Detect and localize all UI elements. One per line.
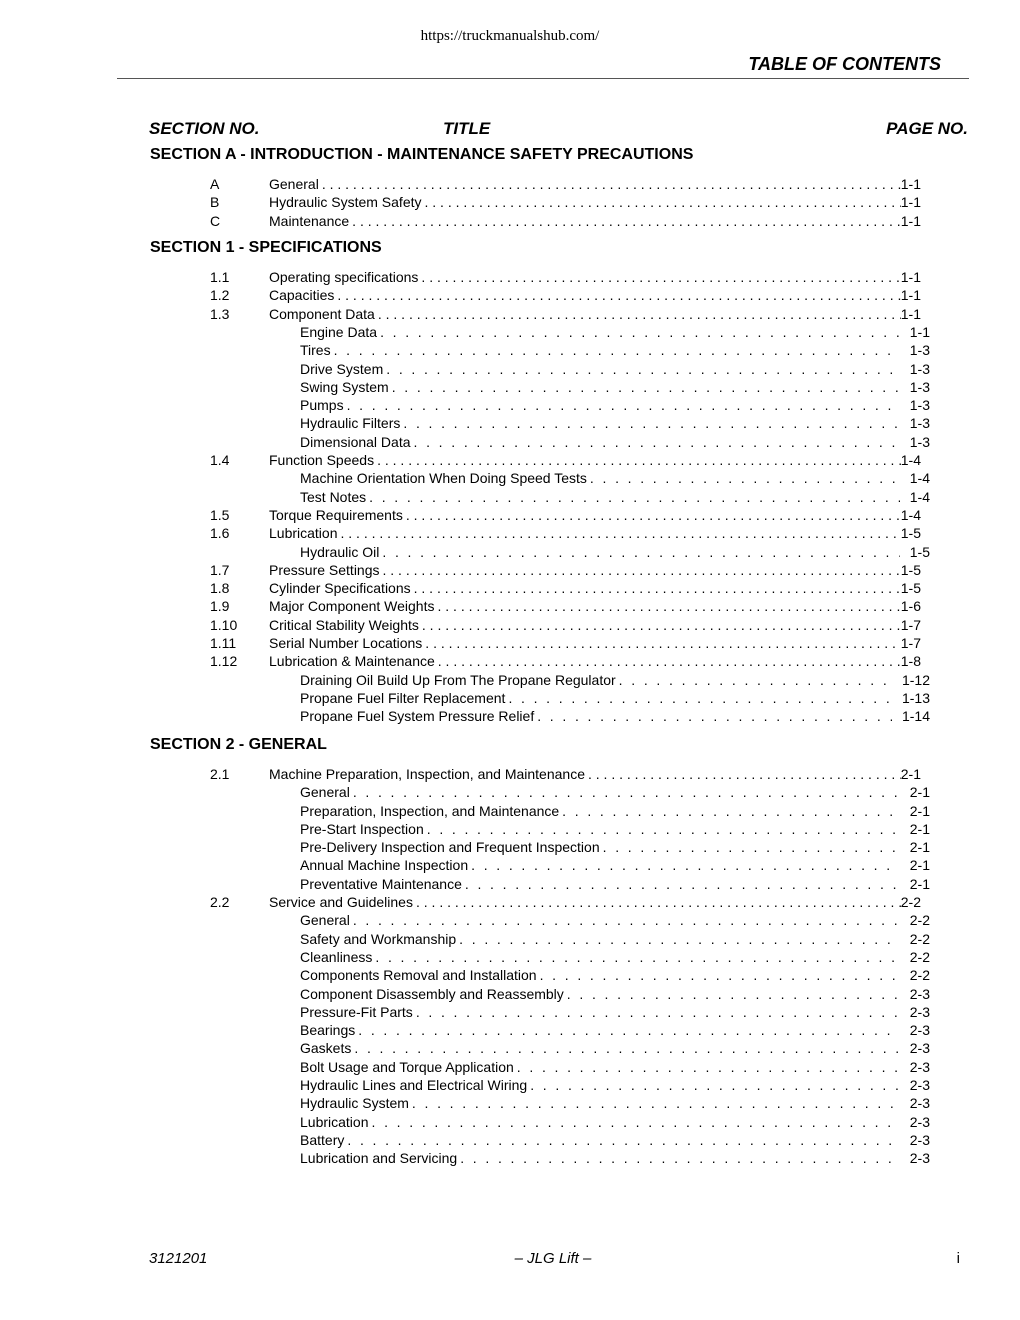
dot-leader <box>341 524 901 542</box>
dot-leader <box>382 543 899 561</box>
toc-entry[interactable] <box>0 1039 1020 1057</box>
toc-entry-title: Operating specifications <box>269 269 419 285</box>
dot-leader <box>372 1113 900 1131</box>
toc-entry-page: 2-2 <box>900 894 921 910</box>
toc-entry-page: 2-3 <box>909 1095 930 1111</box>
toc-entry-line <box>300 1149 930 1167</box>
toc-entry-title: Machine Orientation When Doing Speed Tests <box>300 470 587 486</box>
toc-entry-line <box>269 193 921 211</box>
toc-entry-page: 2-1 <box>909 803 930 819</box>
toc-entry-page: 1-5 <box>900 580 921 596</box>
toc-entry-title: Serial Number Locations <box>269 635 423 651</box>
toc-entry-line <box>300 1021 930 1039</box>
toc-entry-page: 2-1 <box>909 857 930 873</box>
toc-entry[interactable] <box>0 707 1020 725</box>
toc-entry-title: Hydraulic System <box>300 1095 409 1111</box>
toc-entry-line <box>300 323 930 341</box>
toc-entry-title: Annual Machine Inspection <box>300 857 469 873</box>
toc-entry-title: Lubrication <box>269 525 338 541</box>
toc-entry-page: 2-1 <box>909 839 930 855</box>
dot-leader <box>369 488 900 506</box>
toc-entry[interactable] <box>0 212 1020 230</box>
toc-entry-number: B <box>210 194 220 210</box>
toc-entry[interactable] <box>0 378 1020 396</box>
toc-entry[interactable] <box>0 985 1020 1003</box>
dot-leader <box>517 1058 900 1076</box>
toc-entry-page: 1-3 <box>909 434 930 450</box>
toc-entry-page: 1-1 <box>900 306 921 322</box>
toc-entry[interactable] <box>0 597 1020 615</box>
toc-entry-line <box>269 506 921 524</box>
toc-entry-number: A <box>210 176 220 192</box>
toc-entry-page: 1-3 <box>909 361 930 377</box>
toc-entry[interactable] <box>0 856 1020 874</box>
toc-entry-page: 1-3 <box>909 342 930 358</box>
toc-entry-page: 1-3 <box>909 379 930 395</box>
dot-leader <box>530 1076 900 1094</box>
toc-entry-page: 1-14 <box>901 708 930 724</box>
toc-entry-title: Hydraulic Lines and Electrical Wiring <box>300 1077 528 1093</box>
toc-entry-page: 2-2 <box>909 967 930 983</box>
toc-entry[interactable] <box>0 175 1020 193</box>
toc-entry-page: 1-1 <box>900 269 921 285</box>
toc-entry-line <box>269 561 921 579</box>
toc-entry-title: Engine Data <box>300 324 378 340</box>
toc-entry-line <box>300 1076 930 1094</box>
toc-entry-line <box>269 765 921 783</box>
dot-leader <box>403 414 899 432</box>
toc-entry[interactable] <box>0 948 1020 966</box>
toc-entry[interactable] <box>0 268 1020 286</box>
toc-entry[interactable] <box>0 524 1020 542</box>
toc-entry-title: Propane Fuel System Pressure Relief <box>300 708 535 724</box>
toc-entry-page: 2-3 <box>909 1004 930 1020</box>
toc-entry-number: 1.1 <box>210 269 230 285</box>
dot-leader <box>406 506 901 524</box>
toc-entry-page: 1-6 <box>900 598 921 614</box>
toc-entry-title: General <box>300 912 350 928</box>
footer-page-number: i <box>956 1250 960 1267</box>
toc-entry-page: 2-3 <box>909 1150 930 1166</box>
toc-entry-page: 2-3 <box>909 1077 930 1093</box>
toc-entry[interactable] <box>0 360 1020 378</box>
toc-entry[interactable] <box>0 966 1020 984</box>
toc-entry-page: 1-4 <box>900 507 921 523</box>
dot-leader <box>603 838 900 856</box>
toc-entry-title: General <box>269 176 319 192</box>
toc-entry-title: Propane Fuel Filter Replacement <box>300 690 506 706</box>
toc-entry-line <box>269 634 921 652</box>
toc-entry-line <box>300 689 930 707</box>
dot-leader <box>588 765 901 783</box>
footer-doc-number: 3121201 <box>149 1250 208 1267</box>
toc-entry-line <box>269 175 921 193</box>
toc-entry-number: 1.9 <box>210 598 230 614</box>
toc-entry-line <box>269 524 921 542</box>
toc-entry[interactable] <box>0 561 1020 579</box>
toc-entry-title: Preparation, Inspection, and Maintenance <box>300 803 560 819</box>
toc-entry-line <box>300 707 930 725</box>
dot-leader <box>375 948 899 966</box>
toc-entry-line <box>300 469 930 487</box>
toc-entry-line <box>300 543 930 561</box>
toc-entry[interactable] <box>0 930 1020 948</box>
toc-entry-line <box>269 893 921 911</box>
toc-entry-line <box>300 1094 930 1112</box>
toc-entry[interactable] <box>0 488 1020 506</box>
toc-entry-title: Maintenance <box>269 213 350 229</box>
toc-entry-line <box>269 597 921 615</box>
toc-entry[interactable] <box>0 506 1020 524</box>
toc-entry-line <box>269 286 921 304</box>
toc-entry-page: 1-4 <box>909 470 930 486</box>
dot-leader <box>471 856 900 874</box>
toc-entry-line <box>300 802 930 820</box>
toc-entry-title: Pressure-Fit Parts <box>300 1004 413 1020</box>
column-header-title: TITLE <box>443 119 491 138</box>
toc-entry-title: Battery <box>300 1132 345 1148</box>
toc-entry-line <box>269 579 921 597</box>
toc-entry-page: 2-1 <box>909 821 930 837</box>
toc-entry-page: 2-2 <box>909 949 930 965</box>
toc-entry[interactable] <box>0 802 1020 820</box>
toc-entry-page: 2-3 <box>909 986 930 1002</box>
toc-entry[interactable] <box>0 1131 1020 1149</box>
dot-leader <box>347 1131 899 1149</box>
dot-leader <box>465 875 900 893</box>
toc-entry-page: 2-3 <box>909 1132 930 1148</box>
toc-entry[interactable] <box>0 543 1020 561</box>
toc-entry-page: 2-2 <box>909 912 930 928</box>
toc-entry-number: 1.11 <box>210 635 237 651</box>
toc-entry-line <box>300 1003 930 1021</box>
toc-entry-line <box>300 1058 930 1076</box>
toc-entry-line <box>300 783 930 801</box>
toc-entry-page: 1-13 <box>901 690 930 706</box>
toc-entry-line <box>300 378 930 396</box>
dot-leader <box>421 268 900 286</box>
dot-leader <box>354 1039 899 1057</box>
toc-entry-page: 1-1 <box>900 287 921 303</box>
toc-entry[interactable] <box>0 451 1020 469</box>
dot-leader <box>383 561 901 579</box>
toc-entry-page: 1-3 <box>909 397 930 413</box>
toc-entry-page: 1-1 <box>909 324 930 340</box>
toc-entry-page: 1-1 <box>900 213 921 229</box>
toc-entry-line <box>300 1131 930 1149</box>
toc-entry-line <box>300 396 930 414</box>
dot-leader <box>425 634 900 652</box>
toc-entry-title: Component Data <box>269 306 375 322</box>
toc-entry-line <box>269 652 921 670</box>
toc-entry-number: 1.4 <box>210 452 230 468</box>
toc-entry[interactable] <box>0 1113 1020 1131</box>
section-heading[interactable]: SECTION A - INTRODUCTION - MAINTENANCE SAFETY PRECAUTIONS <box>150 146 694 163</box>
section-heading[interactable]: SECTION 1 - SPECIFICATIONS <box>150 239 382 256</box>
dot-leader <box>352 212 901 230</box>
toc-entry-page: 1-1 <box>900 176 921 192</box>
toc-entry-title: General <box>300 784 350 800</box>
dot-leader <box>590 469 900 487</box>
toc-entry-number: 1.2 <box>210 287 230 303</box>
toc-entry[interactable] <box>0 1149 1020 1167</box>
toc-entry-page: 2-3 <box>909 1059 930 1075</box>
toc-entry[interactable] <box>0 838 1020 856</box>
toc-entry[interactable] <box>0 616 1020 634</box>
dot-leader <box>322 175 901 193</box>
toc-entry-page: 1-5 <box>900 562 921 578</box>
toc-entry-number: 2.2 <box>210 894 230 910</box>
toc-entry-title: Pre-Start Inspection <box>300 821 424 837</box>
dot-leader <box>358 1021 900 1039</box>
toc-entry-title: Hydraulic System Safety <box>269 194 422 210</box>
toc-entry-title: Pumps <box>300 397 344 413</box>
toc-entry-title: Hydraulic Filters <box>300 415 401 431</box>
dot-leader <box>412 1094 900 1112</box>
toc-entry-title: Tires <box>300 342 331 358</box>
toc-entry-line <box>300 1113 930 1131</box>
toc-entry-line <box>300 820 930 838</box>
toc-entry[interactable] <box>0 341 1020 359</box>
column-header-section: SECTION NO. <box>149 119 260 138</box>
dot-leader <box>508 689 892 707</box>
toc-entry-line <box>300 911 930 929</box>
toc-entry[interactable] <box>0 1003 1020 1021</box>
toc-entry[interactable] <box>0 671 1020 689</box>
toc-entry-page: 2-1 <box>909 876 930 892</box>
toc-entry-line <box>300 948 930 966</box>
toc-entry-page: 2-2 <box>909 931 930 947</box>
toc-entry-number: 2.1 <box>210 766 230 782</box>
dot-leader <box>392 378 900 396</box>
dot-leader <box>380 323 900 341</box>
toc-entry-number: C <box>210 213 221 229</box>
toc-entry[interactable] <box>0 396 1020 414</box>
toc-entry[interactable] <box>0 1021 1020 1039</box>
toc-entry-number: 1.12 <box>210 653 238 669</box>
dot-leader <box>386 360 900 378</box>
toc-entry-title: Cleanliness <box>300 949 373 965</box>
toc-entry[interactable] <box>0 414 1020 432</box>
toc-entry[interactable] <box>0 433 1020 451</box>
toc-entry-page: 2-1 <box>900 766 921 782</box>
dot-leader <box>438 652 901 670</box>
toc-entry[interactable] <box>0 305 1020 323</box>
toc-entry-title: Drive System <box>300 361 384 377</box>
dot-leader <box>567 985 900 1003</box>
toc-entry-title: Cylinder Specifications <box>269 580 411 596</box>
toc-entry-page: 2-3 <box>909 1114 930 1130</box>
toc-entry-title: Pressure Settings <box>269 562 380 578</box>
toc-entry-title: Components Removal and Installation <box>300 967 537 983</box>
toc-entry-page: 1-7 <box>900 635 921 651</box>
toc-entry-line <box>300 966 930 984</box>
toc-entry-page: 2-1 <box>909 784 930 800</box>
dot-leader <box>562 802 900 820</box>
toc-entry-title: Major Component Weights <box>269 598 435 614</box>
toc-entry-title: Test Notes <box>300 489 367 505</box>
url-text[interactable]: https://truckmanualshub.com/ <box>420 28 600 44</box>
toc-entry[interactable] <box>0 1094 1020 1112</box>
toc-entry[interactable] <box>0 765 1020 783</box>
dot-leader <box>416 893 901 911</box>
toc-entry[interactable] <box>0 1076 1020 1094</box>
toc-entry-number: 1.10 <box>210 617 238 633</box>
toc-entry-number: 1.6 <box>210 525 230 541</box>
toc-entry-title: Capacities <box>269 287 335 303</box>
toc-entry-line <box>300 1039 930 1057</box>
toc-entry-title: Lubrication & Maintenance <box>269 653 435 669</box>
toc-entry-title: Torque Requirements <box>269 507 403 523</box>
page-title: TABLE OF CONTENTS <box>748 54 941 74</box>
toc-entry[interactable] <box>0 286 1020 304</box>
toc-entry-page: 1-4 <box>900 452 921 468</box>
toc-entry-line <box>269 268 921 286</box>
toc-entry[interactable] <box>0 893 1020 911</box>
toc-entry[interactable] <box>0 634 1020 652</box>
toc-entry-title: Hydraulic Oil <box>300 544 380 560</box>
toc-entry-line <box>300 930 930 948</box>
toc-entry-line <box>300 433 930 451</box>
toc-entry-line <box>269 451 921 469</box>
toc-entry-line <box>300 856 930 874</box>
dot-leader <box>377 451 901 469</box>
toc-entry-line <box>300 341 930 359</box>
dot-leader <box>414 433 900 451</box>
toc-entry[interactable] <box>0 193 1020 211</box>
dot-leader <box>337 286 900 304</box>
column-header-page: PAGE NO. <box>886 119 968 138</box>
section-heading[interactable]: SECTION 2 - GENERAL <box>150 736 327 753</box>
toc-entry[interactable] <box>0 469 1020 487</box>
toc-entry[interactable] <box>0 652 1020 670</box>
toc-entry-line <box>300 985 930 1003</box>
toc-entry-title: Lubrication and Servicing <box>300 1150 458 1166</box>
toc-entry-title: Preventative Maintenance <box>300 876 462 892</box>
toc-entry-line <box>269 212 921 230</box>
toc-entry-page: 2-3 <box>909 1040 930 1056</box>
dot-leader <box>414 579 901 597</box>
toc-entry-title: Bolt Usage and Torque Application <box>300 1059 514 1075</box>
toc-entry[interactable] <box>0 323 1020 341</box>
toc-entry-title: Lubrication <box>300 1114 369 1130</box>
toc-entry-title: Draining Oil Build Up From The Propane Regulator <box>300 672 616 688</box>
toc-entry-line <box>300 671 930 689</box>
toc-entry-page: 1-3 <box>909 415 930 431</box>
dot-leader <box>353 783 900 801</box>
toc-entry[interactable] <box>0 911 1020 929</box>
dot-leader <box>537 707 892 725</box>
toc-entry-line <box>269 616 921 634</box>
dot-leader <box>459 930 900 948</box>
dot-leader <box>416 1003 900 1021</box>
dot-leader <box>353 911 900 929</box>
toc-entry-page: 2-3 <box>909 1022 930 1038</box>
toc-entry-number: 1.5 <box>210 507 230 523</box>
toc-entry-title: Safety and Workmanship <box>300 931 457 947</box>
toc-entry[interactable] <box>0 689 1020 707</box>
toc-entry-line <box>300 875 930 893</box>
dot-leader <box>540 966 900 984</box>
toc-entry-title: Function Speeds <box>269 452 375 468</box>
toc-entry-line <box>300 360 930 378</box>
dot-leader <box>425 193 901 211</box>
toc-entry[interactable] <box>0 1058 1020 1076</box>
toc-entry-title: Component Disassembly and Reassembly <box>300 986 564 1002</box>
toc-entry-title: Machine Preparation, Inspection, and Maintenance <box>269 766 585 782</box>
toc-entry-title: Swing System <box>300 379 389 395</box>
dot-leader <box>334 341 900 359</box>
toc-entry-title: Dimensional Data <box>300 434 411 450</box>
dot-leader <box>422 616 901 634</box>
toc-entry-number: 1.7 <box>210 562 230 578</box>
toc-entry[interactable] <box>0 820 1020 838</box>
dot-leader <box>437 597 900 615</box>
dot-leader <box>378 305 901 323</box>
toc-entry-page: 1-8 <box>900 653 921 669</box>
footer-brand: – JLG Lift – <box>514 1250 592 1267</box>
toc-entry-line <box>300 488 930 506</box>
toc-entry-page: 1-5 <box>900 525 921 541</box>
toc-entry-line <box>269 305 921 323</box>
toc-entry[interactable] <box>0 579 1020 597</box>
toc-entry-page: 1-7 <box>900 617 921 633</box>
dot-leader <box>347 396 900 414</box>
toc-entry[interactable] <box>0 783 1020 801</box>
toc-entry-page: 1-4 <box>909 489 930 505</box>
toc-entry-line <box>300 838 930 856</box>
toc-entry-title: Pre-Delivery Inspection and Frequent Inspection <box>300 839 600 855</box>
toc-entry-page: 1-1 <box>900 194 921 210</box>
toc-entry-title: Gaskets <box>300 1040 352 1056</box>
toc-entry-title: Critical Stability Weights <box>269 617 419 633</box>
dot-leader <box>460 1149 900 1167</box>
toc-entry-number: 1.8 <box>210 580 230 596</box>
dot-leader <box>427 820 900 838</box>
toc-entry-title: Bearings <box>300 1022 356 1038</box>
toc-entry-page: 1-5 <box>909 544 930 560</box>
toc-entry[interactable] <box>0 875 1020 893</box>
toc-entry-line <box>300 414 930 432</box>
toc-entry-page: 1-12 <box>901 672 930 688</box>
dot-leader <box>619 671 892 689</box>
toc-entry-number: 1.3 <box>210 306 230 322</box>
toc-entry-title: Service and Guidelines <box>269 894 413 910</box>
